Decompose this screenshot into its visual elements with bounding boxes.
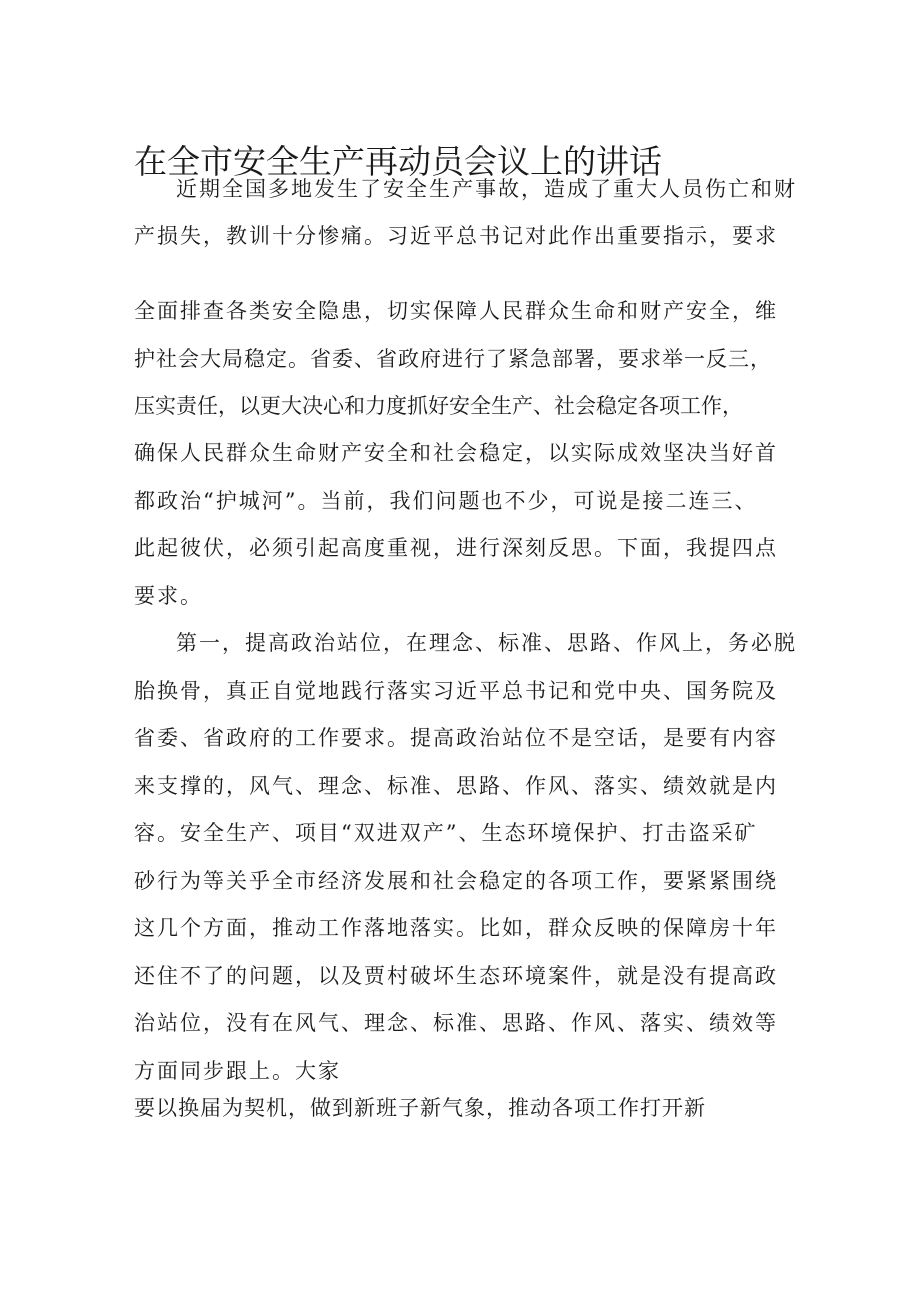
- text-line: 砂行为等关乎全市经济发展和社会稳定的各项工作，要紧紧围绕: [134, 869, 778, 893]
- text-line: 方面同步跟上。大家: [134, 1059, 341, 1083]
- text-line: 第一，提高政治站位，在理念、标准、思路、作风上，务必脱: [176, 631, 797, 655]
- text-line: 近期全国多地发生了安全生产事故，造成了重大人员伤亡和财: [176, 177, 797, 201]
- text-line: 要以换届为契机，做到新班子新气象，推动各项工作打开新: [134, 1096, 706, 1120]
- document-title: 在全市安全生产再动员会议上的讲话: [134, 142, 662, 181]
- text-line: 要求。: [134, 584, 203, 608]
- text-line: 容。安全生产、项目“双进双产”、生态环境保护、打击盗采矿: [134, 821, 758, 845]
- text-line: 这几个方面，推动工作落地落实。比如，群众反映的保障房十年: [134, 916, 778, 940]
- text-line: 护社会大局稳定。省委、省政府进行了紧急部署，要求举一反三，: [134, 347, 772, 371]
- text-line: 都政治“护城河”。当前，我们问题也不少，可说是接二连三、: [134, 489, 758, 513]
- text-line: 确保人民群众生命财产安全和社会稳定，以实际成效坚决当好首: [134, 441, 778, 465]
- text-line: 治站位，没有在风气、理念、标准、思路、作风、落实、绩效等: [134, 1011, 778, 1035]
- text-line: 全面排查各类安全隐患，切实保障人民群众生命和财产安全，维: [134, 299, 778, 323]
- text-line: 压实责任，以更大决心和力度抓好安全生产、社会稳定各项工作，: [134, 394, 743, 418]
- text-line: 此起彼伏，必须引起高度重视，进行深刻反思。下面，我提四点: [134, 536, 778, 560]
- text-line: 来支撑的，风气、理念、标准、思路、作风、落实、绩效就是内: [134, 774, 778, 798]
- text-line: 还住不了的问题，以及贾村破坏生态环境案件，就是没有提高政: [134, 964, 778, 988]
- text-line: 产损失，教训十分惨痛。习近平总书记对此作出重要指示，要求: [134, 224, 778, 248]
- text-line: 省委、省政府的工作要求。提高政治站位不是空话，是要有内容: [134, 726, 778, 750]
- text-line: 胎换骨，真正自觉地践行落实习近平总书记和党中央、国务院及: [134, 679, 778, 703]
